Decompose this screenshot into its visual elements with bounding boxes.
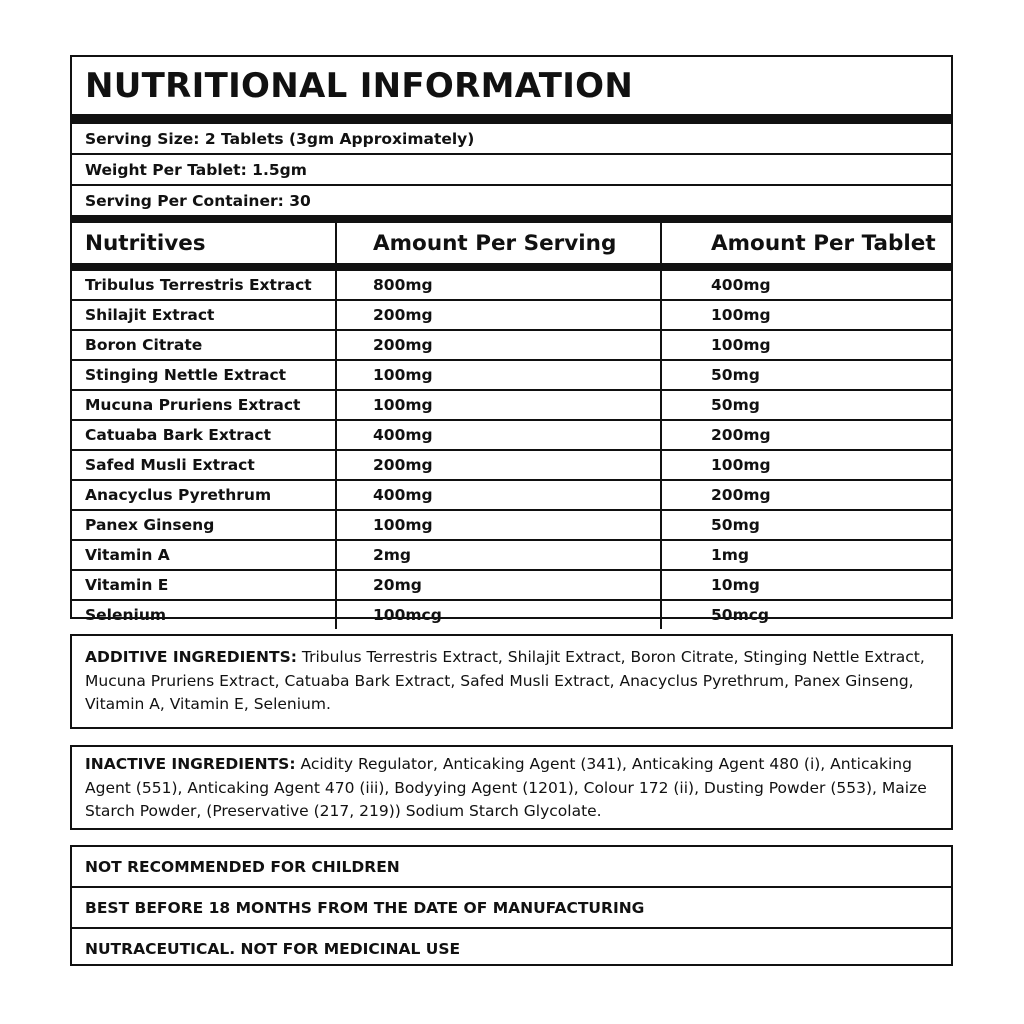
nutrient-name: Panex Ginseng bbox=[72, 511, 337, 539]
amount-per-serving: 100mg bbox=[337, 361, 662, 389]
amount-per-tablet: 100mg bbox=[711, 306, 771, 324]
nutrient-name: Vitamin E bbox=[72, 571, 337, 599]
amount-per-tablet: 50mg bbox=[711, 366, 760, 384]
table-row bbox=[72, 511, 951, 541]
serving-size: Serving Size: 2 Tablets (3gm Approximately) bbox=[72, 124, 951, 155]
inactive-ingredients bbox=[70, 745, 953, 830]
table-row bbox=[72, 601, 951, 629]
serving-per-container: Serving Per Container: 30 bbox=[72, 186, 951, 223]
additive-text: Tribulus Terrestris Extract, Shilajit Extract, Boron Citrate, Stinging Nettle Extract, Mucuna Pruriens Extract, Catuaba Bark Extract, Safed Musli Extract, Anacyclus Pyrethrum, Panex Ginseng, Vitamin A, Vitamin E, Selenium. bbox=[85, 648, 925, 713]
amount-per-serving: 400mg bbox=[337, 421, 662, 449]
warnings-box bbox=[70, 845, 953, 966]
table-row bbox=[72, 571, 951, 601]
table-row bbox=[72, 451, 951, 481]
amount-per-serving: 100mg bbox=[337, 391, 662, 419]
amount-per-serving: 100mcg bbox=[337, 601, 662, 629]
table-row bbox=[72, 541, 951, 571]
warning-nutraceutical: NUTRACEUTICAL. NOT FOR MEDICINAL USE bbox=[85, 939, 461, 958]
amount-per-serving: 2mg bbox=[337, 541, 662, 569]
amount-per-tablet: 50mg bbox=[711, 516, 760, 534]
nutrient-name: Catuaba Bark Extract bbox=[72, 421, 337, 449]
table-header bbox=[72, 223, 951, 271]
table-row bbox=[72, 331, 951, 361]
amount-per-tablet: 50mcg bbox=[711, 606, 770, 624]
inactive-label: INACTIVE INGREDIENTS: bbox=[85, 755, 296, 773]
nutrient-name: Shilajit Extract bbox=[72, 301, 337, 329]
nutrition-table bbox=[70, 55, 953, 624]
amount-per-tablet: 10mg bbox=[711, 576, 760, 594]
additive-ingredients bbox=[70, 634, 953, 729]
warning-children: NOT RECOMMENDED FOR CHILDREN bbox=[72, 847, 951, 888]
amount-per-tablet: 200mg bbox=[711, 426, 771, 444]
nutrient-name: Boron Citrate bbox=[72, 331, 337, 359]
nutrient-name: Anacyclus Pyrethrum bbox=[72, 481, 337, 509]
amount-per-serving: 800mg bbox=[337, 271, 662, 299]
amount-per-tablet: 100mg bbox=[711, 456, 771, 474]
warning-best-before: BEST BEFORE 18 MONTHS FROM THE DATE OF MANUFACTURING bbox=[72, 888, 951, 929]
amount-per-tablet: 200mg bbox=[711, 486, 771, 504]
amount-per-serving: 200mg bbox=[337, 331, 662, 359]
table-row bbox=[72, 301, 951, 331]
nutrient-name: Tribulus Terrestris Extract bbox=[72, 271, 337, 299]
amount-per-serving: 200mg bbox=[337, 301, 662, 329]
nutrient-name: Safed Musli Extract bbox=[72, 451, 337, 479]
table-row bbox=[72, 361, 951, 391]
inactive-text: Acidity Regulator, Anticaking Agent (341), Anticaking Agent 480 (i), Anticaking Agent (551), Anticaking Agent 470 (iii), Bodyying Agent (1201), Colour 172 (ii), Dusting Powder (553), Maize Starch Powder, (Preservative (217, 219)) Sodium Starch Glycolate. bbox=[85, 755, 927, 820]
header-nutritives: Nutritives bbox=[72, 223, 337, 263]
amount-per-tablet: 50mg bbox=[711, 396, 760, 414]
table-row bbox=[72, 391, 951, 421]
nutrient-name: Vitamin A bbox=[72, 541, 337, 569]
amount-per-tablet: 100mg bbox=[711, 336, 771, 354]
amount-per-tablet: 1mg bbox=[711, 546, 750, 564]
table-row bbox=[72, 481, 951, 511]
table-row bbox=[72, 271, 951, 301]
header-amount-per-serving: Amount Per Serving bbox=[337, 223, 662, 263]
amount-per-tablet: 400mg bbox=[711, 276, 771, 294]
nutrient-name: Stinging Nettle Extract bbox=[72, 361, 337, 389]
nutrient-name: Selenium bbox=[72, 601, 337, 629]
table-row bbox=[72, 421, 951, 451]
header-amount-per-tablet: Amount Per Tablet bbox=[711, 230, 936, 256]
weight-per-tablet: Weight Per Tablet: 1.5gm bbox=[72, 155, 951, 186]
amount-per-serving: 400mg bbox=[337, 481, 662, 509]
amount-per-serving: 100mg bbox=[337, 511, 662, 539]
additive-label: ADDITIVE INGREDIENTS: bbox=[85, 648, 297, 666]
amount-per-serving: 200mg bbox=[337, 451, 662, 479]
table-body bbox=[72, 271, 951, 629]
page-title: NUTRITIONAL INFORMATION bbox=[72, 57, 951, 124]
nutrient-name: Mucuna Pruriens Extract bbox=[72, 391, 337, 419]
amount-per-serving: 20mg bbox=[337, 571, 662, 599]
